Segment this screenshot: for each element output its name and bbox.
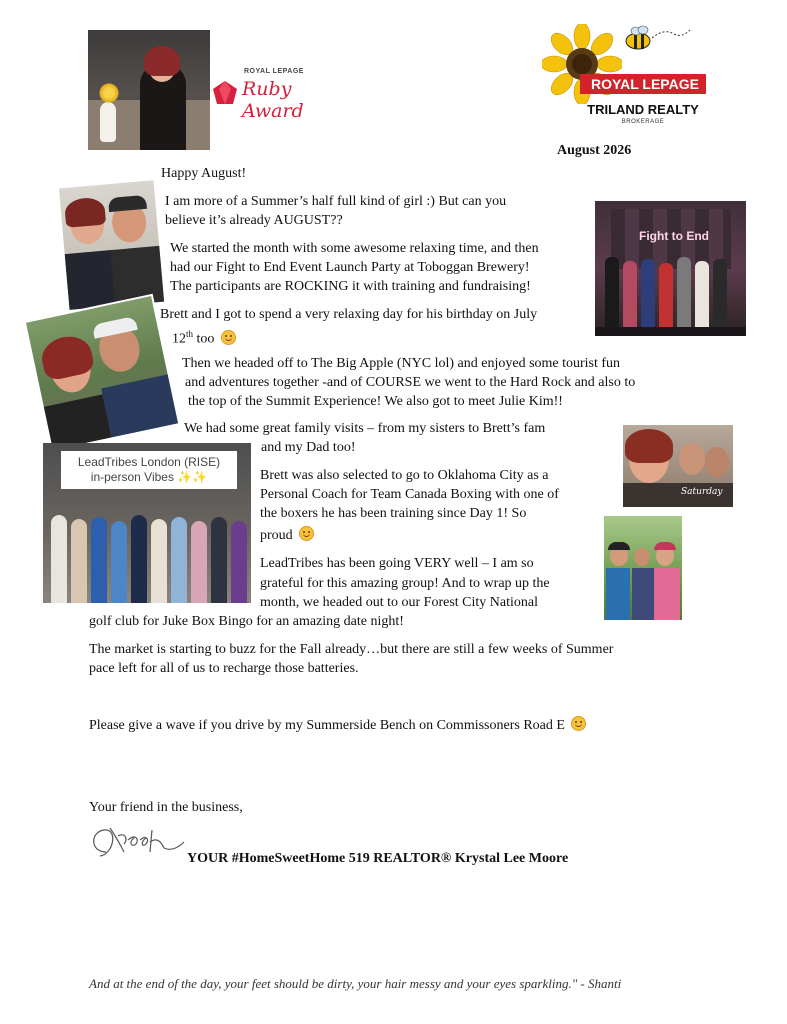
letter-date: August 2026	[557, 143, 632, 158]
footer-quote: And at the end of the day, your feet should be dirty, your hair messy and your eyes sparkling." - Shanti	[89, 976, 622, 991]
p1-line-1: I am more of a Summer’s half full kind of girl :) But can you	[165, 194, 507, 209]
p3-too: too	[193, 331, 218, 347]
ruby-gem-icon	[212, 80, 238, 106]
smiley-emoji-icon	[221, 330, 236, 345]
royal-lepage-logo	[542, 24, 710, 132]
fight-banner-text: Fight to End	[639, 229, 709, 243]
p4-line-2: and adventures together -and of COURSE we went to the Hard Rock and also to	[185, 375, 636, 390]
signature-line: YOUR #HomeSweetHome 519 REALTOR® Krystal Lee Moore	[187, 851, 569, 866]
ruby-award-logo	[212, 66, 342, 122]
p2-line-2: had our Fight to End Event Launch Party at Toboggan Brewery!	[170, 260, 530, 275]
p5-line-1: We had some great family visits – from my sisters to Brett’s fam	[184, 421, 546, 436]
p7-line-3: month, we headed out to our Forest City National	[260, 595, 539, 610]
p2-line-3: The participants are ROCKING it with training and fundraising!	[170, 279, 531, 294]
p8-line-1: The market is starting to buzz for the Fall already…but there are still a few weeks of Summer	[89, 642, 614, 657]
handwritten-signature	[88, 822, 188, 862]
logo-sub-text: TRILAND REALTY	[587, 102, 699, 117]
ruby-award-brand: ROYAL LEPAGE	[244, 68, 304, 75]
p5-line-2: and my Dad too!	[261, 440, 356, 455]
p6-line-4	[260, 526, 314, 545]
ruby-award-title: Ruby Award	[242, 78, 304, 122]
p6-proud: proud	[260, 528, 297, 543]
p8-line-2: pace left for all of us to recharge those batteries.	[89, 661, 359, 676]
p3-date-day: 12	[172, 331, 186, 347]
family-visit-photo	[623, 425, 733, 507]
p6-line-3: the boxers he has been training since Day 1! So	[260, 506, 527, 521]
portrait-photo	[88, 30, 210, 150]
p4-line-3: the top of the Summit Experience! We also got to meet Julie Kim!!	[188, 394, 563, 409]
p3-date-suffix: th	[186, 329, 194, 339]
greeting: Happy August!	[161, 166, 247, 181]
leadtribes-caption-line-2: in-person Vibes ✨✨	[90, 470, 208, 484]
p7-line-2: grateful for this amazing group! And to wrap up the	[260, 576, 550, 591]
p1-line-2: believe it’s already AUGUST??	[165, 213, 343, 228]
birthday-selfie-photo	[24, 294, 181, 453]
p6-line-2: Personal Coach for Team Canada Boxing with one of	[260, 487, 559, 502]
p7-line-1: LeadTribes has been going VERY well – I am so	[260, 556, 534, 571]
smiley-emoji-icon	[299, 526, 314, 541]
p9-line	[89, 716, 586, 735]
p6-line-1: Brett was also selected to go to Oklahoma City as a	[260, 468, 549, 483]
smiley-emoji-icon	[571, 716, 586, 731]
leadtribes-caption-line-1: LeadTribes London (RISE)	[77, 455, 221, 469]
p3-line-2	[172, 325, 236, 349]
leadtribes-group-photo	[43, 443, 251, 603]
golf-club-photo	[604, 516, 682, 620]
couple-selfie-photo	[57, 178, 167, 312]
p2-line-1: We started the month with some awesome relaxing time, and then	[170, 241, 539, 256]
logo-brokerage-text: BROKERAGE	[621, 119, 665, 125]
saturday-sign-text: Saturday	[681, 487, 723, 497]
closing: Your friend in the business,	[89, 800, 243, 815]
fight-to-end-party-photo	[595, 201, 746, 336]
bee-icon	[622, 24, 692, 54]
p9-text: Please give a wave if you drive by my Summerside Bench on Commissoners Road E	[89, 718, 569, 733]
logo-brand-text: ROYAL LEPAGE	[591, 76, 699, 92]
p4-line-1: Then we headed off to The Big Apple (NYC lol) and enjoyed some tourist fun	[182, 356, 621, 371]
p3-line-1: Brett and I got to spend a very relaxing day for his birthday on July	[160, 307, 538, 322]
p7-line-4: golf club for Juke Box Bingo for an amazing date night!	[89, 614, 404, 629]
